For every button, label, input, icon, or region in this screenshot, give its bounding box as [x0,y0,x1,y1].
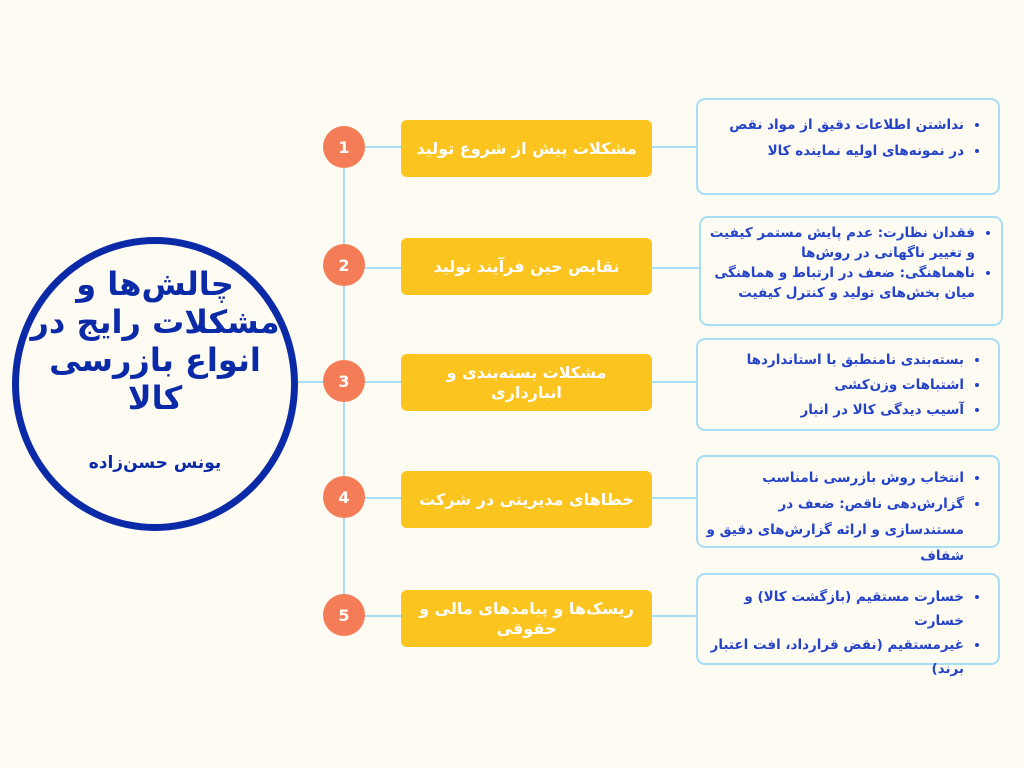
step-number-5: 5 [323,594,365,636]
author-name: یونس حسن‌زاده [88,453,222,473]
title-circle [12,237,298,531]
detail-item: • در نمونه‌های اولیه نماینده کالا [706,138,964,164]
detail-item: • انتخاب روش بازرسی نامناسب [706,465,964,491]
detail-item: • بسته‌بندی نامنطبق با استانداردها [706,348,964,373]
step-number-3: 3 [323,360,365,402]
detail-item: • گزارش‌دهی ناقص: ضعف در مستندسازی و ارائه گزارش‌های دقیق و شفاف [706,491,964,569]
step-3-heading: مشکلات بسته‌بندی و انبارداری [401,354,652,411]
step-5-heading: ریسک‌ها و پیامدهای مالی و حقوقی [401,590,652,647]
detail-item: • آسیب دیدگی کالا در انبار [706,398,964,423]
detail-item: • غیرمستقیم (نقض قرارداد، افت اعتبار برند) [706,633,964,681]
step-2-heading: نقایص حین فرآیند تولید [401,238,652,295]
step-number-2: 2 [323,244,365,286]
step-number-4: 4 [323,476,365,518]
detail-item: • اشتباهات وزن‌کشی [706,373,964,398]
detail-item: • نداشتن اطلاعات دقیق از مواد نقص [706,112,964,138]
detail-item: • ناهماهنگی: ضعف در ارتباط و هماهنگی میان بخش‌های تولید و کنترل کیفیت [705,263,975,303]
step-1-details [696,98,1000,195]
detail-item: • فقدان نظارت: عدم پایش مستمر کیفیت و تغییر ناگهانی در روش‌ها [705,223,975,263]
detail-item: • خسارت مستقیم (بازگشت کالا) و خسارت [706,585,964,633]
step-3-details [696,338,1000,431]
step-number-1: 1 [323,126,365,168]
diagram-title: چالش‌ها و مشکلات رایج در انواع بازرسی کالا [30,265,280,417]
step-1-heading: مشکلات پیش از شروع تولید [401,120,652,177]
step-4-details [696,455,1000,564]
step-5-details [696,573,1000,677]
step-2-details [699,216,1003,326]
step-4-heading: خطاهای مدیریتی در شرکت [401,471,652,528]
